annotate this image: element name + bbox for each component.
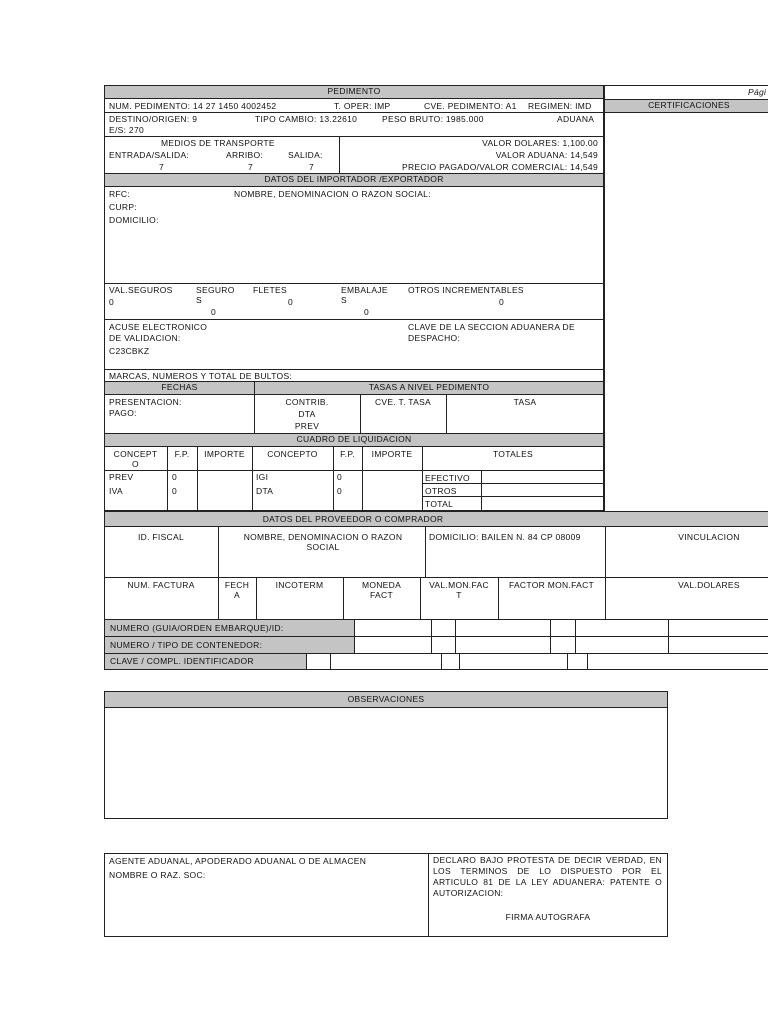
cve-t-tasa-label: CVE. T. TASA: [374, 397, 432, 407]
divider: [104, 319, 604, 320]
divider: [550, 619, 551, 653]
tasas-header: [254, 381, 604, 395]
factor-mon-fact-label: FACTOR MON.FACT: [508, 580, 595, 590]
pago-label: PAGO:: [109, 408, 137, 418]
divider: [425, 527, 426, 577]
nombre-raz-soc-label: NOMBRE O RAZ. SOC:: [109, 870, 206, 880]
destino-origen: DESTINO/ORIGEN: 9: [109, 114, 198, 124]
rfc-label: RFC:: [109, 189, 131, 199]
liq-r1-fp2: 0: [337, 472, 343, 482]
importador-header: [104, 173, 604, 187]
certificaciones-text: CERTIFICACIONES: [648, 100, 730, 110]
guia-label-cell: [104, 619, 355, 637]
acuse-label: ACUSE ELECTRONICO: [109, 322, 208, 332]
liquidacion-title: CUADRO DE LIQUIDACION: [296, 434, 412, 444]
proveedor-domicilio: DOMICILIO: BAILEN N. 84 CP 08009: [429, 532, 581, 542]
proveedor-nombre-label: NOMBRE, DENOMINACION O RAZON SOCIAL: [243, 532, 403, 552]
observaciones-header: [104, 691, 668, 708]
liq-r1-fp: 0: [172, 472, 178, 482]
fp2-header: F.P.: [340, 449, 355, 459]
presentacion-label: PRESENTACION:: [109, 397, 182, 407]
embalajes-label: EMBALAJE: [341, 285, 388, 295]
concepto-header: CONCEPT: [113, 449, 158, 459]
divider: [422, 483, 604, 484]
peso-bruto: PESO BRUTO: 1985.000: [382, 114, 484, 124]
observaciones-title: OBSERVACIONES: [347, 694, 425, 704]
divider: [428, 853, 429, 937]
divider: [431, 619, 432, 653]
divider: [104, 577, 768, 578]
divider: [218, 527, 219, 619]
fp-header: F.P.: [174, 449, 190, 459]
regimen: REGIMEN: IMD: [528, 101, 592, 111]
marcas-label: MARCAS, NUMEROS Y TOTAL DE BULTOS:: [109, 371, 293, 381]
divider: [481, 470, 482, 511]
num-factura-label: NUM. FACTURA: [127, 580, 195, 590]
seguros-label-s: S: [196, 295, 202, 305]
pedimento-title: [104, 85, 604, 99]
seguros-value: 0: [211, 307, 217, 317]
divider: [575, 619, 576, 653]
divider: [330, 653, 331, 670]
entrada-value: 7: [159, 162, 165, 172]
valor-dolares: VALOR DOLARES: 1,100.00: [482, 138, 598, 148]
clave-label: CLAVE / COMPL. IDENTIFICADOR: [110, 656, 254, 666]
agente-title: AGENTE ADUANAL, APODERADO ADUANAL O DE ALMACEN: [109, 856, 367, 866]
contenedor-label-cell: [104, 636, 355, 654]
concepto2-header: CONCEPTO: [267, 449, 318, 459]
cve-pedimento: CVE. PEDIMENTO: A1: [424, 101, 517, 111]
curp-label: CURP:: [109, 202, 137, 212]
liq-r1-concepto: PREV: [109, 472, 134, 482]
liq-r2-fp: 0: [172, 486, 178, 496]
salida: SALIDA:: [288, 150, 323, 160]
t-oper: T. OPER: IMP: [334, 101, 391, 111]
despacho-label: DESPACHO:: [408, 333, 461, 343]
arribo-value: 7: [248, 162, 254, 172]
val-mon-fact-label: VAL.MON.FAC: [429, 580, 489, 590]
importador-title: DATOS DEL IMPORTADOR /EXPORTADOR: [264, 174, 444, 184]
arribo: ARRIBO:: [226, 150, 264, 160]
divider: [455, 619, 456, 653]
liq-r2-fp2: 0: [337, 486, 343, 496]
aduana: ADUANA: [557, 114, 595, 124]
page-label: Pági: [748, 87, 767, 97]
vinculacion-label: VINCULACION: [678, 532, 740, 542]
precio-pagado: PRECIO PAGADO/VALOR COMERCIAL: 14,549: [402, 162, 598, 172]
incoterm-label: INCOTERM: [275, 580, 324, 590]
tipo-cambio: TIPO CAMBIO: 13.22610: [255, 114, 358, 124]
prev-label: PREV: [294, 421, 320, 431]
otros-value: 0: [499, 297, 505, 307]
proveedor-title: DATOS DEL PROVEEDOR O COMPRADOR: [262, 514, 444, 524]
val-seguros-label: VAL.SEGUROS: [109, 285, 173, 295]
liq-r1-concepto2: IGI: [256, 472, 269, 482]
domicilio-label: DOMICILIO:: [109, 215, 159, 225]
e-s: E/S: 270: [109, 125, 145, 135]
val-dolares-label: VAL.DOLARES: [678, 580, 740, 590]
firma-autografa-label: FIRMA AUTOGRAFA: [505, 912, 591, 922]
divider: [339, 136, 340, 173]
seguros-label: SEGURO: [196, 285, 235, 295]
val-mon-fact-label-t: T: [456, 590, 462, 600]
val-seguros-value: 0: [109, 297, 115, 307]
fecha-label-a: A: [234, 590, 240, 600]
cert-left-line: [604, 85, 605, 511]
moneda-fact-label: MONEDA: [361, 580, 402, 590]
salida-value: 7: [309, 162, 315, 172]
nombre-label: NOMBRE, DENOMINACION O RAZON SOCIAL:: [234, 189, 431, 199]
validacion-label: DE VALIDACION:: [109, 333, 181, 343]
num-pedimento: NUM. PEDIMENTO: 14 27 1450 4002452: [109, 101, 277, 111]
entrada-salida: ENTRADA/SALIDA:: [109, 150, 190, 160]
divider: [104, 283, 604, 284]
divider: [104, 470, 604, 471]
certificaciones-header: [604, 99, 768, 113]
pedimento-title-text: PEDIMENTO: [327, 86, 381, 96]
divider: [104, 136, 604, 137]
guia-label: NUMERO (GUIA/ORDEN EMBARQUE)/ID:: [110, 623, 284, 633]
acuse-value: C23CBKZ: [109, 346, 150, 356]
cert-top-line: [604, 85, 768, 86]
totales-header: TOTALES: [492, 449, 534, 459]
fechas-header: [104, 381, 255, 395]
clave-label-cell: [104, 653, 307, 670]
divider: [104, 112, 604, 113]
contrib-label: CONTRIB.: [285, 397, 329, 407]
tasas-title: TASAS A NIVEL PEDIMENTO: [368, 382, 490, 392]
divider: [668, 619, 669, 653]
declaro-text: DECLARO BAJO PROTESTA DE DECIR VERDAD, EN LOS TERMINOS DE LO DISPUESTO POR EL ARTICULO 81 DE LA LEY ADUANERA: PATENTE O AUTORIZACION:: [433, 855, 662, 898]
divider: [587, 653, 588, 670]
importe-header: IMPORTE: [204, 449, 245, 459]
observaciones-box: [104, 691, 668, 819]
tasa-label: TASA: [513, 397, 537, 407]
otros-label: OTROS: [425, 486, 457, 496]
valor-aduana: VALOR ADUANA: 14,549: [495, 150, 598, 160]
fecha-label: FECH: [224, 580, 250, 590]
dta-label: DTA: [298, 409, 316, 419]
otros-incrementables-label: OTROS INCREMENTABLES: [408, 285, 524, 295]
divider: [459, 653, 460, 670]
divider: [567, 653, 568, 670]
concepto-header-o: O: [132, 459, 139, 469]
contenedor-label: NUMERO / TIPO DE CONTENEDOR:: [110, 640, 263, 650]
liq-r2-concepto: IVA: [109, 486, 123, 496]
embalajes-value: 0: [364, 307, 370, 317]
clave-seccion-label: CLAVE DE LA SECCION ADUANERA DE: [408, 322, 575, 332]
importe2-header: IMPORTE: [371, 449, 413, 459]
fletes-value: 0: [288, 297, 294, 307]
total-label: TOTAL: [425, 499, 454, 509]
divider: [422, 496, 604, 497]
liq-r2-concepto2: DTA: [256, 486, 274, 496]
proveedor-header: [104, 511, 768, 527]
liquidacion-header: [104, 433, 604, 447]
efectivo-label: EFECTIVO: [425, 473, 470, 483]
moneda-fact-label-b: FACT: [370, 590, 393, 600]
fechas-title: FECHAS: [161, 382, 198, 392]
divider: [104, 369, 604, 370]
divider: [441, 653, 442, 670]
fletes-label: FLETES: [253, 285, 287, 295]
embalajes-label-s: S: [341, 295, 347, 305]
id-fiscal-label: ID. FISCAL: [138, 532, 184, 542]
medios-transporte: MEDIOS DE TRANSPORTE: [161, 138, 275, 148]
pedimento-form: [104, 85, 604, 511]
